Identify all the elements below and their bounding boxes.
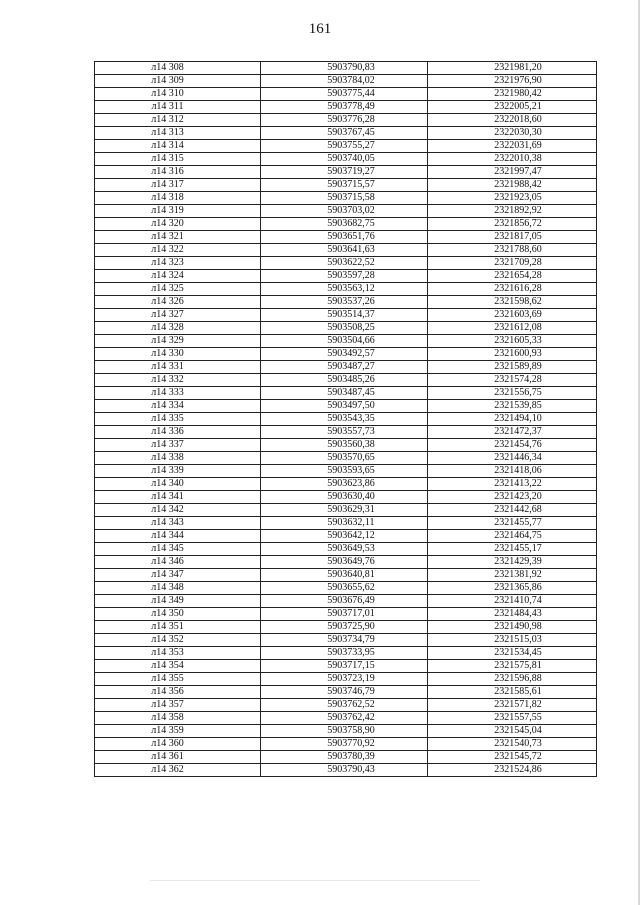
table-row: [95, 283, 597, 296]
point-label-cell: л14 343: [95, 517, 261, 530]
point-label-cell: л14 325: [95, 283, 261, 296]
y-coordinate-cell: 2321997,47: [428, 166, 597, 179]
y-coordinate-cell: 2321413,22: [428, 478, 597, 491]
x-coordinate-cell: 5903642,12: [261, 530, 428, 543]
point-label-cell: л14 309: [95, 75, 261, 88]
table-row: [95, 647, 597, 660]
point-label-cell: л14 317: [95, 179, 261, 192]
point-label-cell: л14 320: [95, 218, 261, 231]
x-coordinate-cell: 5903649,53: [261, 543, 428, 556]
y-coordinate-cell: 2321545,04: [428, 725, 597, 738]
y-coordinate-cell: 2322010,38: [428, 153, 597, 166]
y-coordinate-cell: 2321598,62: [428, 296, 597, 309]
table-row: [95, 335, 597, 348]
table-row: [95, 153, 597, 166]
table-row: [95, 218, 597, 231]
table-row: [95, 296, 597, 309]
y-coordinate-cell: 2321603,69: [428, 309, 597, 322]
coordinates-table-body: [95, 62, 597, 777]
table-row: [95, 114, 597, 127]
x-coordinate-cell: 5903755,27: [261, 140, 428, 153]
table-row: [95, 686, 597, 699]
table-row: [95, 712, 597, 725]
table-row: [95, 556, 597, 569]
x-coordinate-cell: 5903563,12: [261, 283, 428, 296]
y-coordinate-cell: 2321988,42: [428, 179, 597, 192]
point-label-cell: л14 318: [95, 192, 261, 205]
table-row: [95, 608, 597, 621]
y-coordinate-cell: 2322031,69: [428, 140, 597, 153]
table-row: [95, 231, 597, 244]
y-coordinate-cell: 2321612,08: [428, 322, 597, 335]
y-coordinate-cell: 2321923,05: [428, 192, 597, 205]
point-label-cell: л14 312: [95, 114, 261, 127]
x-coordinate-cell: 5903651,76: [261, 231, 428, 244]
point-label-cell: л14 321: [95, 231, 261, 244]
y-coordinate-cell: 2321429,39: [428, 556, 597, 569]
y-coordinate-cell: 2321892,92: [428, 205, 597, 218]
x-coordinate-cell: 5903537,26: [261, 296, 428, 309]
x-coordinate-cell: 5903632,11: [261, 517, 428, 530]
point-label-cell: л14 334: [95, 400, 261, 413]
y-coordinate-cell: 2321596,88: [428, 673, 597, 686]
table-row: [95, 764, 597, 777]
x-coordinate-cell: 5903775,44: [261, 88, 428, 101]
y-coordinate-cell: 2321976,90: [428, 75, 597, 88]
y-coordinate-cell: 2321575,81: [428, 660, 597, 673]
point-label-cell: л14 362: [95, 764, 261, 777]
y-coordinate-cell: 2321556,75: [428, 387, 597, 400]
table-row: [95, 491, 597, 504]
x-coordinate-cell: 5903485,26: [261, 374, 428, 387]
x-coordinate-cell: 5903762,52: [261, 699, 428, 712]
y-coordinate-cell: 2321454,76: [428, 439, 597, 452]
x-coordinate-cell: 5903504,66: [261, 335, 428, 348]
y-coordinate-cell: 2321472,37: [428, 426, 597, 439]
point-label-cell: л14 353: [95, 647, 261, 660]
table-row: [95, 400, 597, 413]
y-coordinate-cell: 2322005,21: [428, 101, 597, 114]
point-label-cell: л14 313: [95, 127, 261, 140]
point-label-cell: л14 327: [95, 309, 261, 322]
x-coordinate-cell: 5903514,37: [261, 309, 428, 322]
point-label-cell: л14 350: [95, 608, 261, 621]
x-coordinate-cell: 5903597,28: [261, 270, 428, 283]
table-row: [95, 439, 597, 452]
y-coordinate-cell: 2321524,86: [428, 764, 597, 777]
x-coordinate-cell: 5903717,01: [261, 608, 428, 621]
table-row: [95, 270, 597, 283]
x-coordinate-cell: 5903655,62: [261, 582, 428, 595]
table-row: [95, 634, 597, 647]
x-coordinate-cell: 5903640,81: [261, 569, 428, 582]
table-row: [95, 478, 597, 491]
y-coordinate-cell: 2321654,28: [428, 270, 597, 283]
x-coordinate-cell: 5903649,76: [261, 556, 428, 569]
point-label-cell: л14 338: [95, 452, 261, 465]
x-coordinate-cell: 5903780,39: [261, 751, 428, 764]
point-label-cell: л14 357: [95, 699, 261, 712]
x-coordinate-cell: 5903770,92: [261, 738, 428, 751]
table-row: [95, 88, 597, 101]
point-label-cell: л14 337: [95, 439, 261, 452]
x-coordinate-cell: 5903734,79: [261, 634, 428, 647]
point-label-cell: л14 348: [95, 582, 261, 595]
x-coordinate-cell: 5903776,28: [261, 114, 428, 127]
y-coordinate-cell: 2321788,60: [428, 244, 597, 257]
x-coordinate-cell: 5903641,63: [261, 244, 428, 257]
point-label-cell: л14 341: [95, 491, 261, 504]
y-coordinate-cell: 2321616,28: [428, 283, 597, 296]
point-label-cell: л14 332: [95, 374, 261, 387]
point-label-cell: л14 354: [95, 660, 261, 673]
x-coordinate-cell: 5903497,50: [261, 400, 428, 413]
table-row: [95, 309, 597, 322]
point-label-cell: л14 355: [95, 673, 261, 686]
x-coordinate-cell: 5903778,49: [261, 101, 428, 114]
table-row: [95, 582, 597, 595]
y-coordinate-cell: 2321534,45: [428, 647, 597, 660]
point-label-cell: л14 361: [95, 751, 261, 764]
x-coordinate-cell: 5903492,57: [261, 348, 428, 361]
x-coordinate-cell: 5903622,52: [261, 257, 428, 270]
x-coordinate-cell: 5903790,43: [261, 764, 428, 777]
table-row: [95, 192, 597, 205]
table-row: [95, 166, 597, 179]
point-label-cell: л14 347: [95, 569, 261, 582]
table-row: [95, 543, 597, 556]
point-label-cell: л14 331: [95, 361, 261, 374]
table-row: [95, 257, 597, 270]
y-coordinate-cell: 2321490,98: [428, 621, 597, 634]
y-coordinate-cell: 2321381,92: [428, 569, 597, 582]
point-label-cell: л14 335: [95, 413, 261, 426]
point-label-cell: л14 322: [95, 244, 261, 257]
point-label-cell: л14 344: [95, 530, 261, 543]
y-coordinate-cell: 2321981,20: [428, 62, 597, 75]
table-row: [95, 504, 597, 517]
y-coordinate-cell: 2321589,89: [428, 361, 597, 374]
x-coordinate-cell: 5903557,73: [261, 426, 428, 439]
y-coordinate-cell: 2321418,06: [428, 465, 597, 478]
table-row: [95, 621, 597, 634]
point-label-cell: л14 339: [95, 465, 261, 478]
x-coordinate-cell: 5903733,95: [261, 647, 428, 660]
y-coordinate-cell: 2321605,33: [428, 335, 597, 348]
y-coordinate-cell: 2321600,93: [428, 348, 597, 361]
point-label-cell: л14 356: [95, 686, 261, 699]
x-coordinate-cell: 5903682,75: [261, 218, 428, 231]
y-coordinate-cell: 2321574,28: [428, 374, 597, 387]
table-row: [95, 595, 597, 608]
table-row: [95, 387, 597, 400]
y-coordinate-cell: 2321571,82: [428, 699, 597, 712]
point-label-cell: л14 342: [95, 504, 261, 517]
point-label-cell: л14 336: [95, 426, 261, 439]
y-coordinate-cell: 2321494,10: [428, 413, 597, 426]
table-row: [95, 530, 597, 543]
point-label-cell: л14 326: [95, 296, 261, 309]
x-coordinate-cell: 5903784,02: [261, 75, 428, 88]
y-coordinate-cell: 2321446,34: [428, 452, 597, 465]
x-coordinate-cell: 5903560,38: [261, 439, 428, 452]
point-label-cell: л14 330: [95, 348, 261, 361]
point-label-cell: л14 333: [95, 387, 261, 400]
y-coordinate-cell: 2321709,28: [428, 257, 597, 270]
table-row: [95, 205, 597, 218]
x-coordinate-cell: 5903676,49: [261, 595, 428, 608]
table-row: [95, 673, 597, 686]
table-row: [95, 101, 597, 114]
x-coordinate-cell: 5903703,02: [261, 205, 428, 218]
table-row: [95, 348, 597, 361]
x-coordinate-cell: 5903593,65: [261, 465, 428, 478]
point-label-cell: л14 352: [95, 634, 261, 647]
y-coordinate-cell: 2321365,86: [428, 582, 597, 595]
point-label-cell: л14 316: [95, 166, 261, 179]
y-coordinate-cell: 2321545,72: [428, 751, 597, 764]
point-label-cell: л14 319: [95, 205, 261, 218]
point-label-cell: л14 308: [95, 62, 261, 75]
x-coordinate-cell: 5903725,90: [261, 621, 428, 634]
y-coordinate-cell: 2322018,60: [428, 114, 597, 127]
y-coordinate-cell: 2321464,75: [428, 530, 597, 543]
table-row: [95, 738, 597, 751]
y-coordinate-cell: 2321540,73: [428, 738, 597, 751]
x-coordinate-cell: 5903715,57: [261, 179, 428, 192]
x-coordinate-cell: 5903508,25: [261, 322, 428, 335]
coordinates-table: [94, 61, 597, 777]
point-label-cell: л14 328: [95, 322, 261, 335]
x-coordinate-cell: 5903487,45: [261, 387, 428, 400]
table-row: [95, 374, 597, 387]
y-coordinate-cell: 2321539,85: [428, 400, 597, 413]
point-label-cell: л14 349: [95, 595, 261, 608]
table-row: [95, 725, 597, 738]
table-row: [95, 426, 597, 439]
table-row: [95, 751, 597, 764]
point-label-cell: л14 358: [95, 712, 261, 725]
y-coordinate-cell: 2321515,03: [428, 634, 597, 647]
x-coordinate-cell: 5903570,65: [261, 452, 428, 465]
point-label-cell: л14 346: [95, 556, 261, 569]
y-coordinate-cell: 2321423,20: [428, 491, 597, 504]
y-coordinate-cell: 2321410,74: [428, 595, 597, 608]
point-label-cell: л14 311: [95, 101, 261, 114]
table-row: [95, 127, 597, 140]
y-coordinate-cell: 2321980,42: [428, 88, 597, 101]
y-coordinate-cell: 2321817,05: [428, 231, 597, 244]
x-coordinate-cell: 5903715,58: [261, 192, 428, 205]
point-label-cell: л14 323: [95, 257, 261, 270]
table-row: [95, 322, 597, 335]
point-label-cell: л14 351: [95, 621, 261, 634]
table-row: [95, 140, 597, 153]
x-coordinate-cell: 5903762,42: [261, 712, 428, 725]
y-coordinate-cell: 2321455,77: [428, 517, 597, 530]
table-row: [95, 179, 597, 192]
point-label-cell: л14 329: [95, 335, 261, 348]
table-row: [95, 465, 597, 478]
x-coordinate-cell: 5903740,05: [261, 153, 428, 166]
table-row: [95, 75, 597, 88]
y-coordinate-cell: 2321585,61: [428, 686, 597, 699]
table-row: [95, 62, 597, 75]
page-number: 161: [308, 21, 332, 37]
y-coordinate-cell: 2321442,68: [428, 504, 597, 517]
point-label-cell: л14 310: [95, 88, 261, 101]
table-row: [95, 660, 597, 673]
x-coordinate-cell: 5903623,86: [261, 478, 428, 491]
x-coordinate-cell: 5903790,83: [261, 62, 428, 75]
point-label-cell: л14 360: [95, 738, 261, 751]
point-label-cell: л14 324: [95, 270, 261, 283]
x-coordinate-cell: 5903719,27: [261, 166, 428, 179]
x-coordinate-cell: 5903629,31: [261, 504, 428, 517]
x-coordinate-cell: 5903717,15: [261, 660, 428, 673]
table-row: [95, 244, 597, 257]
x-coordinate-cell: 5903630,40: [261, 491, 428, 504]
table-row: [95, 517, 597, 530]
y-coordinate-cell: 2321856,72: [428, 218, 597, 231]
table-row: [95, 361, 597, 374]
point-label-cell: л14 340: [95, 478, 261, 491]
y-coordinate-cell: 2321557,55: [428, 712, 597, 725]
table-row: [95, 452, 597, 465]
scan-edge-bottom: [150, 880, 480, 881]
table-row: [95, 569, 597, 582]
table-row: [95, 413, 597, 426]
table-row: [95, 699, 597, 712]
y-coordinate-cell: 2321484,43: [428, 608, 597, 621]
x-coordinate-cell: 5903723,19: [261, 673, 428, 686]
point-label-cell: л14 314: [95, 140, 261, 153]
y-coordinate-cell: 2322030,30: [428, 127, 597, 140]
y-coordinate-cell: 2321455,17: [428, 543, 597, 556]
point-label-cell: л14 345: [95, 543, 261, 556]
x-coordinate-cell: 5903746,79: [261, 686, 428, 699]
x-coordinate-cell: 5903487,27: [261, 361, 428, 374]
point-label-cell: л14 315: [95, 153, 261, 166]
point-label-cell: л14 359: [95, 725, 261, 738]
x-coordinate-cell: 5903758,90: [261, 725, 428, 738]
x-coordinate-cell: 5903767,45: [261, 127, 428, 140]
x-coordinate-cell: 5903543,35: [261, 413, 428, 426]
